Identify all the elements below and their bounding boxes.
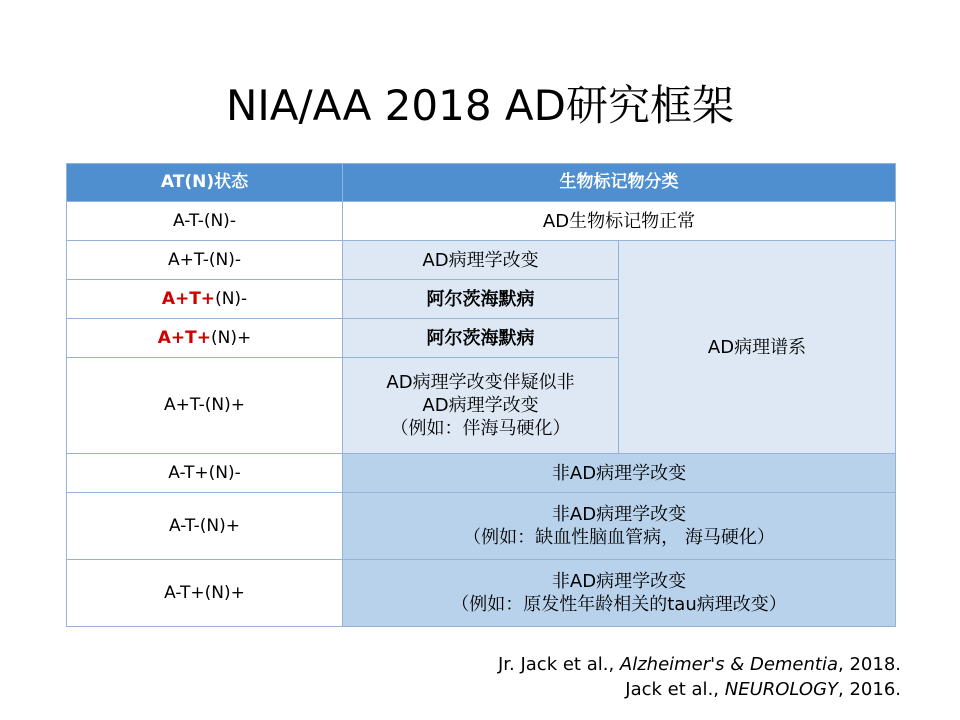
reference-journal: Alzheimer's & Dementia bbox=[619, 654, 839, 675]
category-line: （例如：原发性年龄相关的tau病理改变） bbox=[451, 594, 787, 615]
reference-line bbox=[301, 652, 901, 677]
reference-authors: Jr. Jack et al., bbox=[497, 654, 620, 675]
category-line: 非AD病理学改变 bbox=[551, 504, 687, 525]
reference-year: , 2018. bbox=[838, 654, 901, 675]
status-cell: A-T+(N)- bbox=[67, 454, 343, 493]
status-cell: A+T-(N)- bbox=[67, 241, 343, 280]
status-cell bbox=[67, 319, 343, 358]
status-cell: A-T+(N)+ bbox=[67, 560, 343, 627]
category-cell bbox=[343, 560, 896, 627]
category-cell: 非AD病理学改变 bbox=[343, 454, 896, 493]
category-cell bbox=[343, 358, 619, 454]
status-suffix: (N)- bbox=[215, 288, 248, 309]
reference-authors: Jack et al., bbox=[625, 679, 725, 700]
table-row bbox=[67, 493, 896, 560]
category-line: AD病理学改变 bbox=[422, 395, 539, 416]
status-highlight: A+T+ bbox=[161, 288, 216, 309]
status-suffix: (N)+ bbox=[211, 327, 252, 348]
reference-line bbox=[301, 677, 901, 702]
biomarker-table bbox=[66, 163, 896, 627]
references bbox=[301, 652, 901, 702]
table-header-row bbox=[67, 164, 896, 202]
table-row bbox=[67, 241, 896, 280]
reference-journal: NEUROLOGY bbox=[724, 679, 839, 700]
status-cell bbox=[67, 280, 343, 319]
header-category: 生物标记物分类 bbox=[343, 164, 896, 202]
category-cell bbox=[343, 493, 896, 560]
status-cell: A+T-(N)+ bbox=[67, 358, 343, 454]
category-cell: AD生物标记物正常 bbox=[343, 202, 896, 241]
category-cell: AD病理学改变 bbox=[343, 241, 619, 280]
status-highlight: A+T+ bbox=[157, 327, 211, 348]
category-line: （例如：伴海马硬化） bbox=[390, 418, 571, 439]
slide-title: NIA/AA 2018 AD研究框架 bbox=[226, 81, 734, 130]
category-cell: 阿尔茨海默病 bbox=[343, 319, 619, 358]
header-status: AT(N)状态 bbox=[67, 164, 343, 202]
table-row bbox=[67, 454, 896, 493]
category-cell: 阿尔茨海默病 bbox=[343, 280, 619, 319]
table-row bbox=[67, 202, 896, 241]
category-line: 非AD病理学改变 bbox=[551, 571, 687, 592]
category-line: AD病理学改变伴疑似非 bbox=[386, 372, 575, 393]
status-cell: A-T-(N)+ bbox=[67, 493, 343, 560]
reference-year: , 2016. bbox=[838, 679, 901, 700]
table-row bbox=[67, 560, 896, 627]
status-cell: A-T-(N)- bbox=[67, 202, 343, 241]
spectrum-cell: AD病理谱系 bbox=[619, 241, 896, 454]
category-line: （例如：缺血性脑血管病， 海马硬化） bbox=[463, 527, 775, 548]
